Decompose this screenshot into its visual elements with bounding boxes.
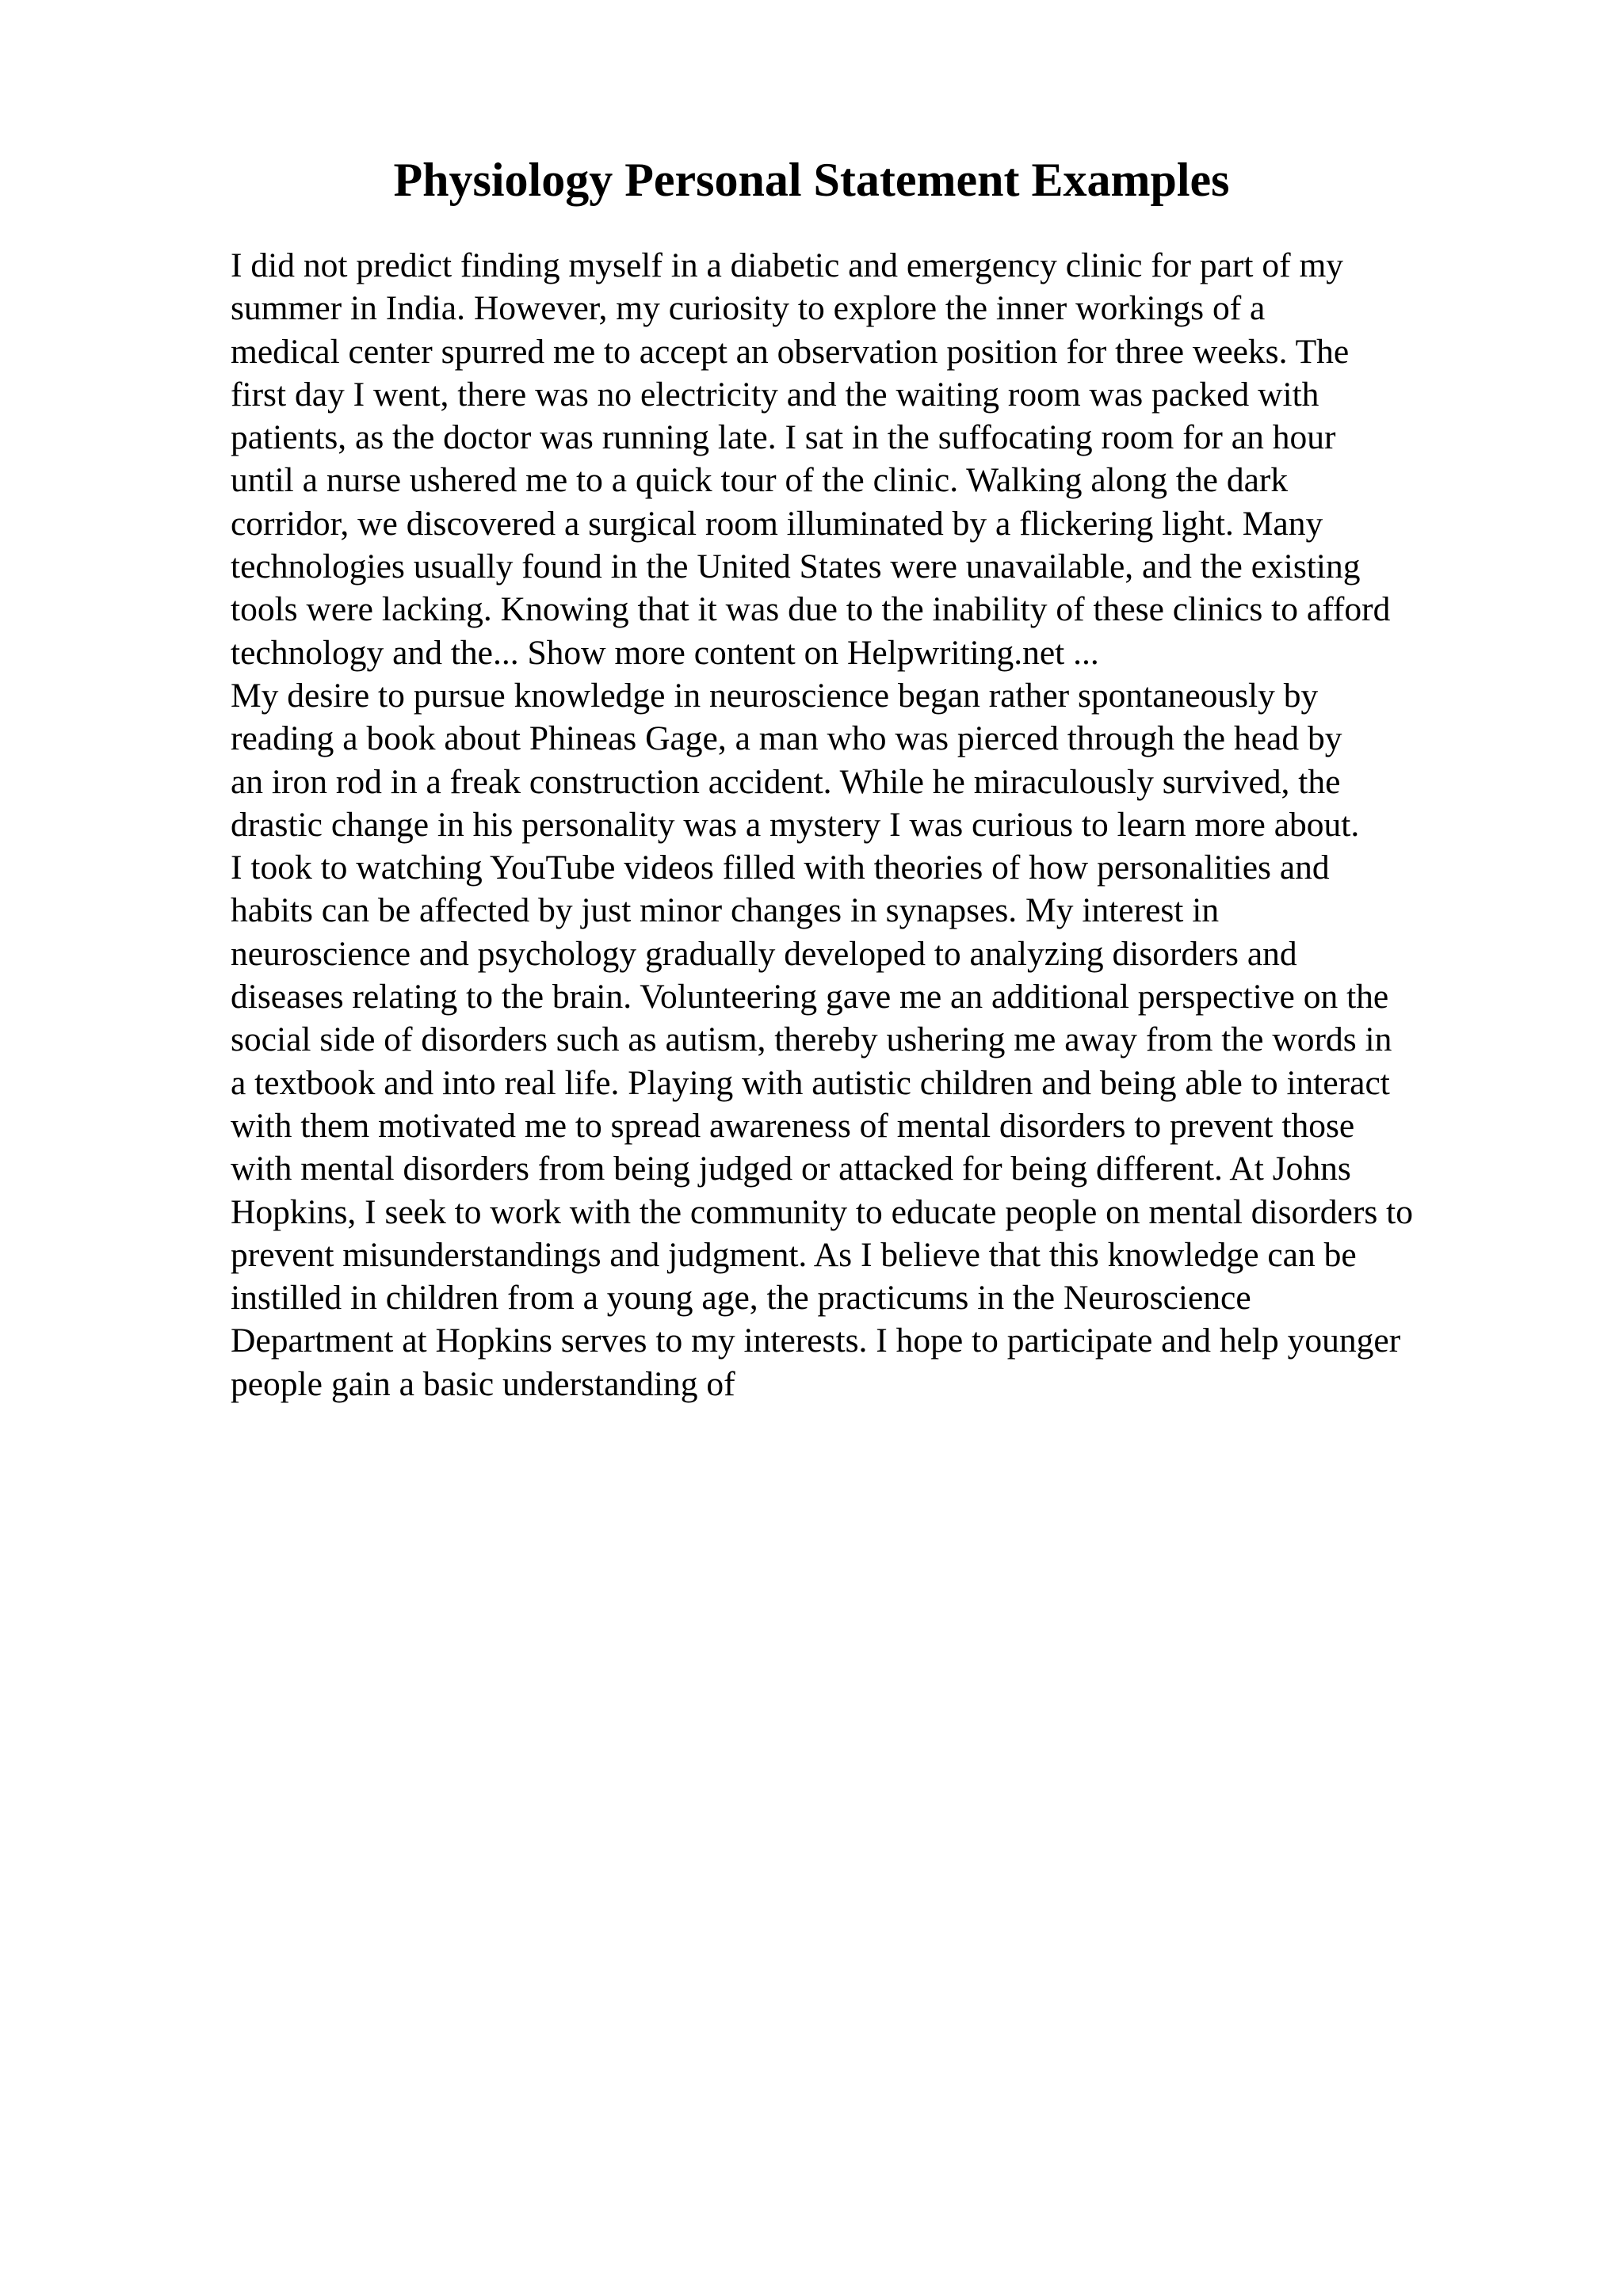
text-line: patients, as the doctor was running late. I sat in the suffocating room for an hour bbox=[231, 418, 1336, 457]
text-line: instilled in children from a young age, the practicums in the Neuroscience bbox=[231, 1279, 1251, 1318]
body-text bbox=[231, 244, 1594, 1405]
text-line: My desire to pursue knowledge in neuroscience began rather spontaneously by bbox=[231, 676, 1319, 715]
text-line: I took to watching YouTube videos filled with theories of how personalities and bbox=[231, 849, 1330, 887]
text-line: corridor, we discovered a surgical room illuminated by a flickering light. Many bbox=[231, 504, 1323, 543]
text-line: neuroscience and psychology gradually developed to analyzing disorders and bbox=[231, 934, 1297, 973]
text-line: an iron rod in a freak construction accident. While he miraculously survived, the bbox=[231, 762, 1341, 801]
text-line: with mental disorders from being judged or attacked for being different. At Johns bbox=[231, 1150, 1351, 1188]
text-line: Hopkins, I seek to work with the community to educate people on mental disorders to bbox=[231, 1192, 1413, 1231]
text-line: medical center spurred me to accept an observation position for three weeks. The bbox=[231, 332, 1350, 371]
text-line: diseases relating to the brain. Volunteering gave me an additional perspective on the bbox=[231, 978, 1389, 1016]
text-line: social side of disorders such as autism, thereby ushering me away from the words in bbox=[231, 1020, 1392, 1059]
text-line: first day I went, there was no electricity and the waiting room was packed with bbox=[231, 375, 1319, 414]
text-line: a textbook and into real life. Playing with autistic children and being able to interact bbox=[231, 1063, 1390, 1102]
text-line: until a nurse ushered me to a quick tour of the clinic. Walking along the dark bbox=[231, 461, 1289, 500]
text-line: I did not predict finding myself in a diabetic and emergency clinic for part of my bbox=[231, 246, 1344, 284]
page-title: Physiology Personal Statement Examples bbox=[393, 154, 1230, 206]
text-line: drastic change in his personality was a mystery I was curious to learn more about. bbox=[231, 805, 1360, 844]
text-line: Department at Hopkins serves to my interests. I hope to participate and help younger bbox=[231, 1322, 1401, 1360]
text-line: technology and the... Show more content on Helpwriting.net ... bbox=[231, 633, 1099, 672]
text-line: prevent misunderstandings and judgment. As I believe that this knowledge can be bbox=[231, 1235, 1357, 1274]
text-line: people gain a basic understanding of bbox=[231, 1364, 735, 1403]
text-line: summer in India. However, my curiosity to explore the inner workings of a bbox=[231, 289, 1266, 328]
text-line: habits can be affected by just minor changes in synapses. My interest in bbox=[231, 891, 1220, 930]
text-line: with them motivated me to spread awareness of mental disorders to prevent those bbox=[231, 1106, 1355, 1145]
text-line: reading a book about Phineas Gage, a man who was pierced through the head by bbox=[231, 719, 1342, 758]
text-line: technologies usually found in the United States were unavailable, and the existing bbox=[231, 547, 1361, 586]
text-line: tools were lacking. Knowing that it was due to the inability of these clinics to afford bbox=[231, 590, 1391, 629]
